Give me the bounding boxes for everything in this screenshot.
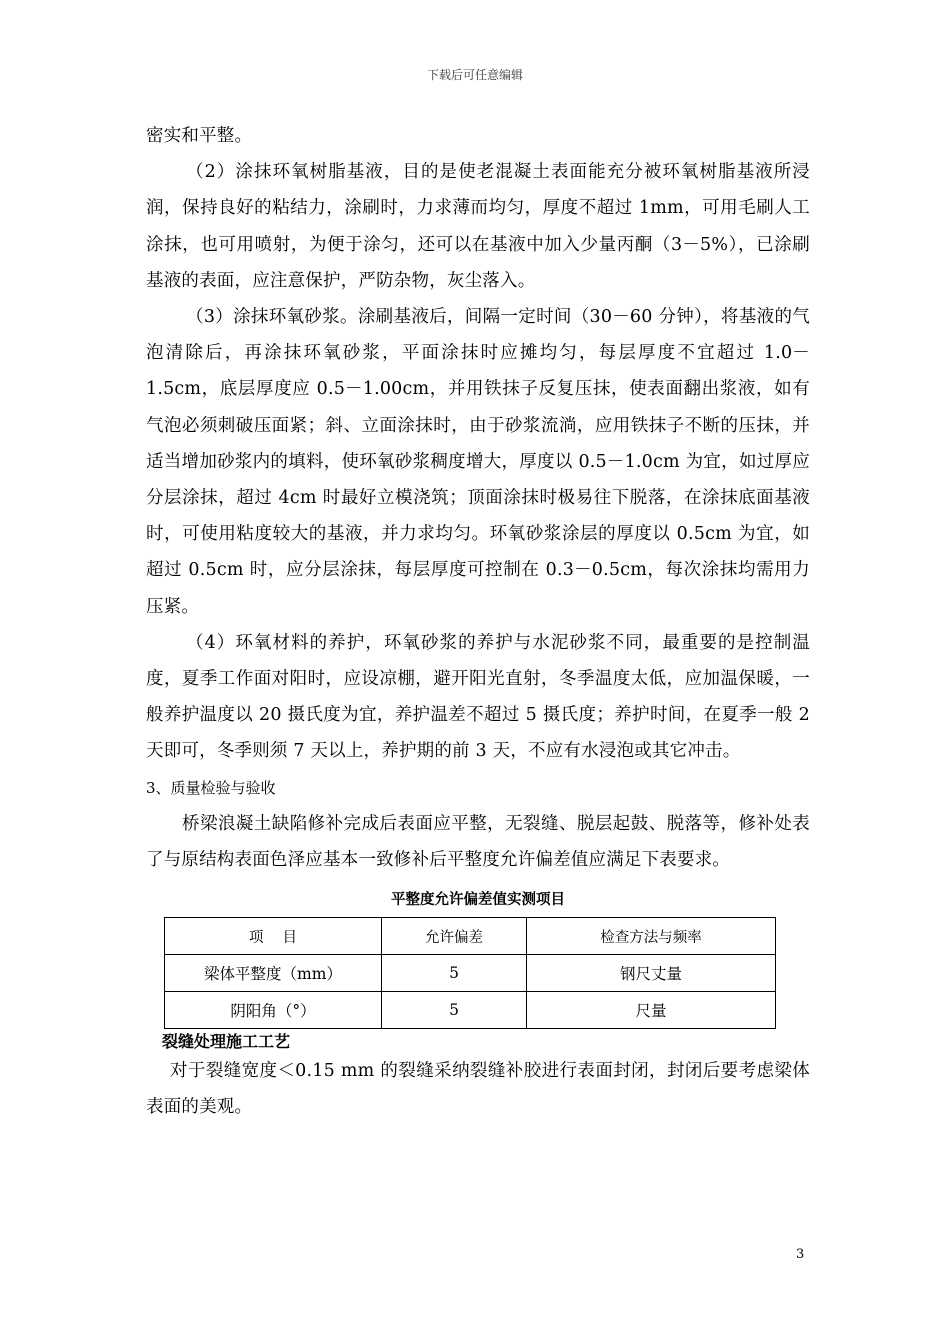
document-body	[146, 118, 810, 1125]
section-3-heading: 3、质量检验与验收	[146, 778, 276, 797]
table-row	[165, 955, 776, 992]
table-cell: 5	[382, 992, 527, 1029]
table-cell: 梁体平整度（mm）	[165, 955, 382, 992]
page-header: 下载后可任意编辑	[426, 68, 523, 82]
table-header-tolerance: 允许偏差	[382, 918, 527, 955]
table-header-item: 项 目	[165, 918, 382, 955]
table-cell: 尺量	[527, 992, 776, 1029]
paragraph-step-2: （2）涂抹环氧树脂基液，目的是使老混凝土表面能充分被环氧树脂基液所浸润，保持良好的粘结力，涂刷时，力求薄而均匀，厚度不超过 1mm，可用毛刷人工涂抹，也可用喷射，为便于涂匀，还可以在基液中加入少量丙酮（3－5%），已涂刷基液的表面，应注意保护，严防杂物，灰尘落入。	[146, 162, 810, 291]
section-3-paragraph: 桥梁浪凝土缺陷修补完成后表面应平整，无裂缝、脱层起鼓、脱落等，修补处表了与原结构表面色泽应基本一致修补后平整度允许偏差值应满足下表要求。	[146, 813, 810, 870]
table-row	[165, 992, 776, 1029]
paragraph-step-3: （3）涂抹环氧砂浆。涂刷基液后，间隔一定时间（30－60 分钟），将基液的气泡清除后，再涂抹环氧砂浆，平面涂抹时应摊均匀，每层厚度不宜超过 1.0－1.5cm，底层厚度应 0.5－1.00cm，并用铁抹子反复压抹，使表面翻出浆液，如有气泡必须刺破压面紧；斜、立面涂抹时，由于砂浆流淌，应用铁抹子不断的压抹，并适当增加砂浆内的填料，使环氧砂浆稠度增大，厚度以 0.5－1.0cm 为宜，如过厚应分层涂抹，超过 4cm 时最好立模浇筑；顶面涂抹时极易往下脱落，在涂抹底面基液时，可使用粘度较大的基液，并力求均匀。环氧砂浆涂层的厚度以 0.5cm 为宜，如超过 0.5cm 时，应分层涂抹，每层厚度可控制在 0.3－0.5cm，每次涂抹均需用力压紧。	[146, 307, 810, 617]
table-cell: 钢尺丈量	[527, 955, 776, 992]
table-header-method: 检查方法与频率	[527, 918, 776, 955]
tolerance-table	[164, 917, 776, 1029]
crack-paragraph: 对于裂缝宽度＜0.15 mm 的裂缝采纳裂缝补胶进行表面封闭，封闭后要考虑梁体表面的美观。	[146, 1061, 810, 1118]
paragraph-step-4: （4）环氧材料的养护，环氧砂浆的养护与水泥砂浆不同，最重要的是控制温度，夏季工作面对阳时，应设凉棚，避开阳光直射，冬季温度太低，应加温保暖，一般养护温度以 20 摄氏度为宜，养护温差不超过 5 摄氏度；养护时间，在夏季一般 2 天即可，冬季则须 7 天以上，养护期的前 3 天，不应有水浸泡或其它冲击。	[146, 632, 810, 762]
page-number: 3	[796, 1247, 805, 1262]
table-title: 平整度允许偏差值实测项目	[391, 892, 565, 909]
paragraph-continuation: 密实和平整。	[146, 126, 253, 146]
table-header-row	[165, 918, 776, 955]
crack-section-title: 裂缝处理施工工艺	[162, 1032, 291, 1052]
table-cell: 5	[382, 955, 527, 992]
table-cell: 阴阳角（°）	[165, 992, 382, 1029]
